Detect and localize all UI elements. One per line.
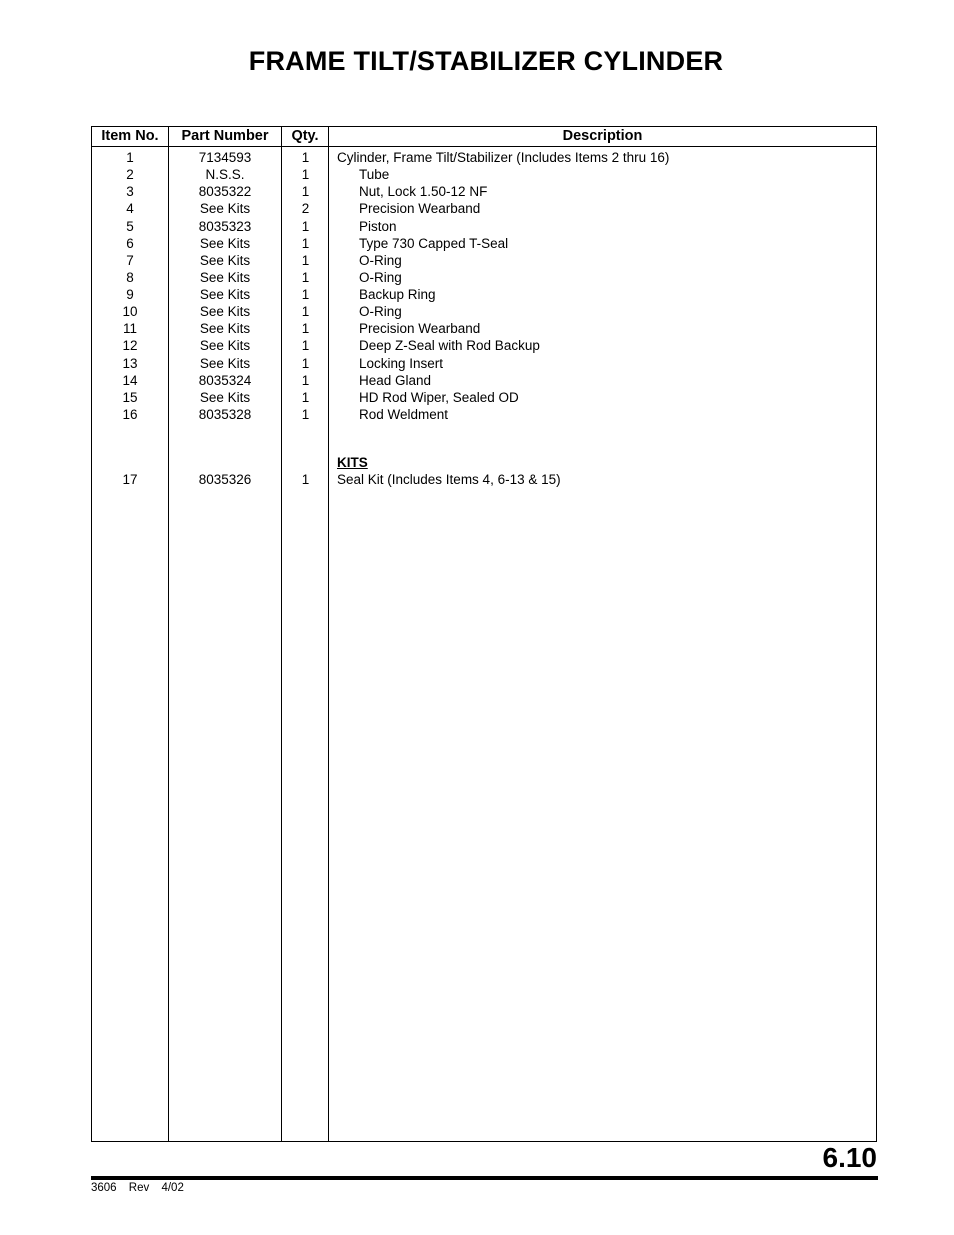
description: Seal Kit (Includes Items 4, 6-13 & 15) <box>337 472 561 488</box>
part-number: See Kits <box>199 355 251 371</box>
quantity: 1 <box>301 372 310 388</box>
description: Tube <box>359 167 390 183</box>
part-number: See Kits <box>199 252 251 268</box>
item-number: 3 <box>126 184 134 200</box>
table-row <box>92 471 876 488</box>
kits-section <box>92 454 876 471</box>
part-number: See Kits <box>199 201 251 217</box>
quantity: 1 <box>301 218 310 234</box>
item-number: 11 <box>122 321 137 337</box>
quantity: 1 <box>301 304 310 320</box>
part-number: See Kits <box>199 269 251 285</box>
part-number: 7134593 <box>198 150 252 165</box>
description: O-Ring <box>359 269 402 285</box>
table-row <box>92 389 876 406</box>
description: Precision Wearband <box>359 321 481 337</box>
table-row <box>92 235 876 252</box>
item-number: 16 <box>122 406 138 422</box>
table-row <box>92 269 876 286</box>
header-divider <box>92 146 876 147</box>
part-number: See Kits <box>199 321 251 337</box>
table-row <box>92 183 876 200</box>
item-number: 10 <box>122 304 138 320</box>
part-number: 8035323 <box>198 218 252 234</box>
page-title: FRAME TILT/STABILIZER CYLINDER <box>248 46 724 76</box>
quantity: 1 <box>301 150 310 165</box>
item-number: 9 <box>126 287 134 302</box>
description: Head Gland <box>359 372 432 388</box>
item-number: 17 <box>122 472 138 488</box>
quantity: 2 <box>301 201 310 217</box>
spacer-row <box>92 423 876 440</box>
kits-heading: KITS <box>337 455 368 471</box>
table-row <box>92 200 876 217</box>
quantity: 1 <box>301 269 310 285</box>
item-number: 4 <box>126 201 134 217</box>
footer-rule <box>91 1176 878 1180</box>
description: O-Ring <box>359 304 402 320</box>
header-part-number: Part Number <box>181 128 269 144</box>
table-row <box>92 149 876 166</box>
table-row <box>92 166 876 183</box>
part-number: 8035322 <box>198 184 252 200</box>
quantity: 1 <box>301 338 310 354</box>
description: O-Ring <box>359 252 402 268</box>
part-number: See Kits <box>199 287 251 302</box>
part-number: See Kits <box>199 338 251 354</box>
description: Backup Ring <box>359 287 436 302</box>
description: Rod Weldment <box>359 406 449 422</box>
description: Piston <box>359 218 397 234</box>
item-number: 14 <box>122 372 138 388</box>
table-row <box>92 406 876 423</box>
part-number: 8035328 <box>198 406 252 422</box>
table-row <box>92 320 876 337</box>
header-description: Description <box>562 128 643 144</box>
table-row <box>92 218 876 235</box>
table-row <box>92 303 876 320</box>
quantity: 1 <box>301 252 310 268</box>
quantity: 1 <box>301 184 310 200</box>
item-number: 12 <box>122 338 138 354</box>
item-number: 6 <box>126 235 134 251</box>
quantity: 1 <box>301 167 310 183</box>
doc-number: 3606 <box>91 1182 117 1194</box>
spacer <box>92 440 876 454</box>
table-row <box>92 355 876 372</box>
table-row <box>92 286 876 303</box>
table-row <box>92 252 876 269</box>
item-number: 13 <box>122 355 138 371</box>
page-number: 6.10 <box>822 1142 877 1173</box>
description: Cylinder, Frame Tilt/Stabilizer (Includes Items 2 thru 16) <box>337 150 670 165</box>
item-number: 15 <box>122 389 138 405</box>
item-number: 5 <box>126 218 134 234</box>
item-number: 8 <box>126 269 134 285</box>
quantity: 1 <box>301 321 310 337</box>
rev-label: Rev <box>128 1182 150 1194</box>
description: Precision Wearband <box>359 201 481 217</box>
quantity: 1 <box>301 287 310 302</box>
parts-rows <box>92 149 876 488</box>
quantity: 1 <box>301 355 310 371</box>
description: Deep Z-Seal with Rod Backup <box>359 338 540 354</box>
item-number: 7 <box>126 252 134 268</box>
part-number: 8035326 <box>198 472 252 488</box>
description: Type 730 Capped T-Seal <box>359 235 509 251</box>
item-number: 1 <box>126 150 134 165</box>
quantity: 1 <box>301 406 310 422</box>
description: HD Rod Wiper, Sealed OD <box>359 389 519 405</box>
rev-date: 4/02 <box>161 1182 184 1194</box>
quantity: 1 <box>301 472 310 488</box>
table-row <box>92 372 876 389</box>
parts-table <box>91 126 877 1142</box>
part-number: N.S.S. <box>205 167 245 183</box>
part-number: See Kits <box>199 389 251 405</box>
part-number: See Kits <box>199 304 251 320</box>
quantity: 1 <box>301 389 310 405</box>
quantity: 1 <box>301 235 310 251</box>
header-item-no: Item No. <box>101 128 159 144</box>
footer <box>91 1182 193 1194</box>
header-qty: Qty. <box>291 128 319 144</box>
description: Nut, Lock 1.50-12 NF <box>359 184 488 200</box>
part-number: See Kits <box>199 235 251 251</box>
description: Locking Insert <box>359 355 444 371</box>
item-number: 2 <box>126 167 134 183</box>
part-number: 8035324 <box>198 372 252 388</box>
table-row <box>92 337 876 354</box>
